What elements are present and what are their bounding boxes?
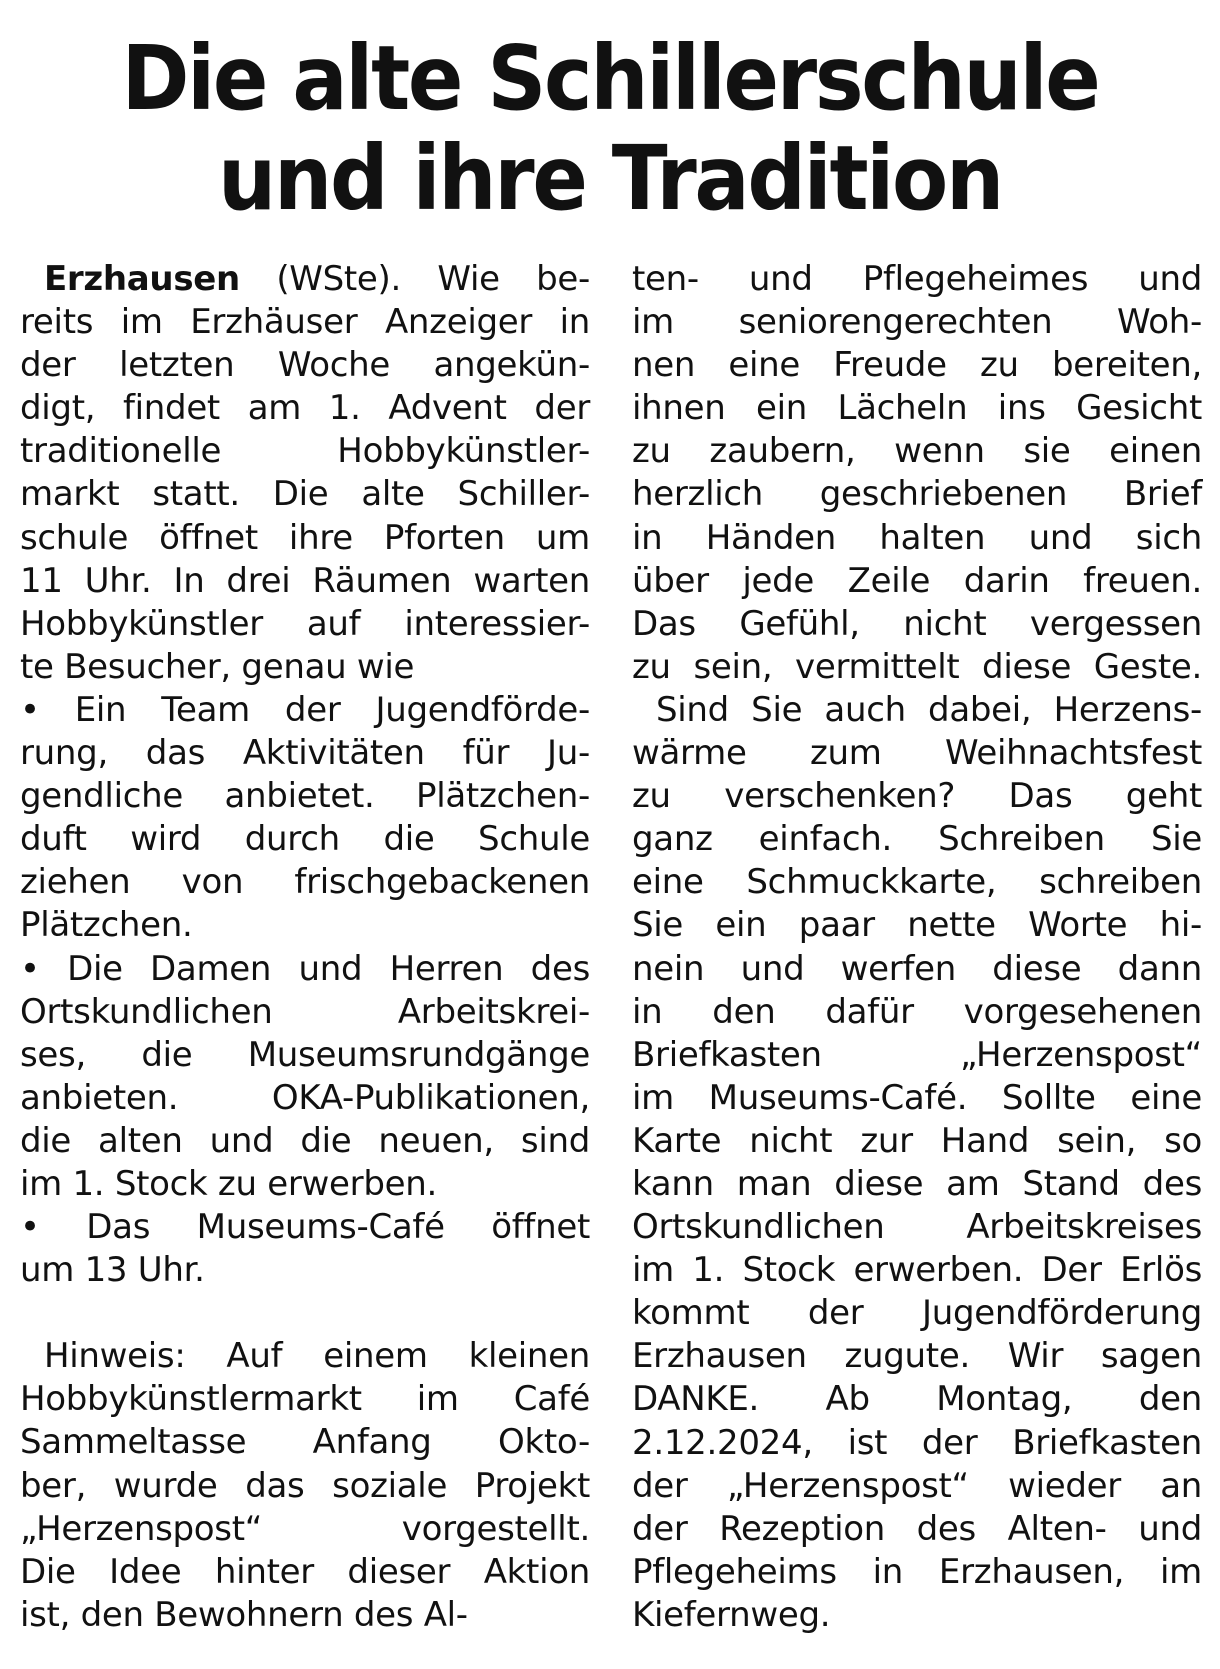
left-line-text: ses, die Museumsrundgänge bbox=[20, 1034, 590, 1075]
right-line-text: der „Herzenspost“ wieder an bbox=[632, 1465, 1202, 1506]
right-line bbox=[632, 689, 1202, 732]
left-line bbox=[20, 646, 590, 689]
article-column-left bbox=[20, 258, 590, 1637]
left-line-text: digt, findet am 1. Advent der bbox=[20, 388, 590, 429]
left-line-text: um 13 Uhr. bbox=[20, 1250, 205, 1291]
left-line-text: ziehen von frischgebackenen bbox=[20, 862, 590, 903]
left-line-text: 11 Uhr. In drei Räumen warten bbox=[20, 560, 590, 601]
left-line bbox=[20, 1465, 590, 1508]
right-line-text: zu sein, vermittelt diese Geste. bbox=[632, 646, 1202, 687]
left-line bbox=[20, 1249, 590, 1292]
left-line bbox=[20, 1594, 590, 1637]
right-line bbox=[632, 1249, 1202, 1292]
left-line-text: gendliche anbietet. Plätzchen- bbox=[20, 776, 590, 817]
right-line bbox=[632, 473, 1202, 516]
right-line bbox=[632, 732, 1202, 775]
left-line-text: Plätzchen. bbox=[20, 905, 193, 946]
left-line bbox=[20, 387, 590, 430]
left-line bbox=[20, 1335, 590, 1378]
right-line-text: ten- und Pflegeheimes und bbox=[632, 259, 1202, 299]
left-line-text: ist, den Bewohnern des Al- bbox=[20, 1594, 468, 1635]
right-line-text: Karte nicht zur Hand sein, so bbox=[632, 1120, 1202, 1161]
left-line-text: Sammeltasse Anfang Okto- bbox=[20, 1422, 590, 1463]
left-line-text: • Die Damen und Herren des bbox=[20, 948, 590, 989]
left-line bbox=[20, 732, 590, 775]
left-line-text: anbieten. OKA-Publikationen, bbox=[20, 1077, 590, 1118]
left-line-text: Hobbykünstlermarkt im Café bbox=[20, 1379, 590, 1420]
right-line-text: Pflegeheims in Erzhausen, im bbox=[632, 1551, 1202, 1592]
right-line bbox=[632, 1378, 1202, 1421]
right-line bbox=[632, 430, 1202, 473]
right-line-text: zu verschenken? Das geht bbox=[632, 776, 1202, 817]
right-line bbox=[632, 1508, 1202, 1551]
left-line bbox=[20, 1508, 590, 1551]
right-line bbox=[632, 1206, 1202, 1249]
right-line-text: in den dafür vorgesehenen bbox=[632, 991, 1202, 1032]
left-line bbox=[20, 560, 590, 603]
left-line bbox=[20, 1206, 590, 1249]
left-line bbox=[20, 1077, 590, 1120]
right-line bbox=[632, 1335, 1202, 1378]
left-line bbox=[20, 1120, 590, 1163]
right-line-text: Sind Sie auch dabei, Herzens- bbox=[656, 689, 1202, 730]
right-line bbox=[632, 301, 1202, 344]
left-line bbox=[20, 473, 590, 516]
left-line-text: ber, wurde das soziale Projekt bbox=[20, 1465, 590, 1506]
left-line-text: • Ein Team der Jugendförde- bbox=[20, 689, 590, 730]
right-line-text: nein und werfen diese dann bbox=[632, 948, 1202, 989]
left-line-text: Die Idee hinter dieser Aktion bbox=[20, 1551, 590, 1592]
left-line bbox=[20, 991, 590, 1034]
right-line-text: ganz einfach. Schreiben Sie bbox=[632, 819, 1202, 860]
left-line-text: reits im Erzhäuser Anzeiger in bbox=[20, 302, 590, 343]
right-line-text: DANKE. Ab Montag, den bbox=[632, 1379, 1202, 1420]
right-line-text: Sie ein paar nette Worte hi- bbox=[632, 905, 1202, 946]
left-line-text: traditionelle Hobbykünstler- bbox=[20, 431, 590, 472]
right-line-text: Ortskundlichen Arbeitskreises bbox=[632, 1207, 1202, 1248]
article-dateline: Erzhausen bbox=[44, 259, 240, 299]
left-line bbox=[20, 1163, 590, 1206]
right-line bbox=[632, 560, 1202, 603]
right-line-text: im 1. Stock erwerben. Der Erlös bbox=[632, 1250, 1202, 1291]
left-line bbox=[20, 904, 590, 947]
left-line bbox=[20, 1421, 590, 1464]
left-line bbox=[20, 1551, 590, 1594]
right-line-text: wärme zum Weihnachtsfest bbox=[632, 733, 1202, 774]
left-line-text: duft wird durch die Schule bbox=[20, 819, 590, 860]
left-line bbox=[20, 1292, 590, 1335]
article-column-right bbox=[632, 258, 1202, 1637]
right-line-text: kann man diese am Stand des bbox=[632, 1163, 1202, 1204]
left-line bbox=[20, 1378, 590, 1421]
right-line bbox=[632, 991, 1202, 1034]
right-line-text: in Händen halten und sich bbox=[632, 517, 1202, 558]
right-line-text: im seniorengerechten Woh- bbox=[632, 302, 1202, 343]
left-line bbox=[20, 775, 590, 818]
right-line bbox=[632, 1163, 1202, 1206]
right-line-text: herzlich geschriebenen Brief bbox=[632, 474, 1202, 515]
left-line-text: (WSte). Wie be- bbox=[239, 259, 590, 299]
left-line-text: der letzten Woche angekün- bbox=[20, 345, 590, 386]
left-line bbox=[20, 301, 590, 344]
left-line-text: Hinweis: Auf einem kleinen bbox=[44, 1336, 590, 1377]
left-line bbox=[20, 603, 590, 646]
right-line-text: 2.12.2024, ist der Briefkasten bbox=[632, 1422, 1202, 1463]
right-line bbox=[632, 775, 1202, 818]
right-line bbox=[632, 904, 1202, 947]
right-line bbox=[632, 1594, 1202, 1637]
headline-line-1: Die alte Schillerschule bbox=[121, 26, 1099, 130]
left-line-text: • Das Museums-Café öffnet bbox=[20, 1207, 590, 1248]
left-line-text: im 1. Stock zu erwerben. bbox=[20, 1163, 437, 1204]
left-line bbox=[20, 1034, 590, 1077]
right-line-text: nen eine Freude zu bereiten, bbox=[632, 345, 1202, 386]
right-line bbox=[632, 948, 1202, 991]
left-line bbox=[20, 430, 590, 473]
left-line bbox=[20, 818, 590, 861]
right-line-text: der Rezeption des Alten- und bbox=[632, 1508, 1202, 1549]
left-line bbox=[20, 258, 590, 301]
right-line-text: Kiefernweg. bbox=[632, 1594, 831, 1635]
right-line-text: eine Schmuckkarte, schreiben bbox=[632, 862, 1202, 903]
left-line-text: markt statt. Die alte Schiller- bbox=[20, 474, 590, 515]
right-line bbox=[632, 603, 1202, 646]
article-headline bbox=[49, 28, 1171, 228]
left-line-text: te Besucher, genau wie bbox=[20, 646, 415, 687]
right-line-text: ihnen ein Lächeln ins Gesicht bbox=[632, 388, 1202, 429]
left-line bbox=[20, 948, 590, 991]
headline-line-2: und ihre Tradition bbox=[217, 126, 1002, 230]
right-line-text: Erzhausen zugute. Wir sagen bbox=[632, 1336, 1202, 1377]
right-line-text: kommt der Jugendförderung bbox=[632, 1293, 1202, 1334]
right-line-text: zu zaubern, wenn sie einen bbox=[632, 431, 1202, 472]
right-line bbox=[632, 1465, 1202, 1508]
left-line-text: schule öffnet ihre Pforten um bbox=[20, 517, 590, 558]
left-line bbox=[20, 344, 590, 387]
left-line-text: Ortskundlichen Arbeitskrei- bbox=[20, 991, 590, 1032]
right-line bbox=[632, 258, 1202, 301]
right-line-text: Briefkasten „Herzenspost“ bbox=[632, 1034, 1202, 1075]
right-line bbox=[632, 1120, 1202, 1163]
left-line bbox=[20, 861, 590, 904]
right-line bbox=[632, 818, 1202, 861]
right-line bbox=[632, 517, 1202, 560]
left-line bbox=[20, 517, 590, 560]
right-line bbox=[632, 1422, 1202, 1465]
right-line-text: über jede Zeile darin freuen. bbox=[632, 560, 1202, 601]
right-line bbox=[632, 861, 1202, 904]
left-line bbox=[20, 689, 590, 732]
right-line bbox=[632, 344, 1202, 387]
left-line-text: rung, das Aktivitäten für Ju- bbox=[20, 733, 590, 774]
left-line-text: Hobbykünstler auf interessier- bbox=[20, 603, 590, 644]
right-line bbox=[632, 646, 1202, 689]
right-line bbox=[632, 1034, 1202, 1077]
right-line bbox=[632, 387, 1202, 430]
left-line-text: die alten und die neuen, sind bbox=[20, 1120, 590, 1161]
right-line bbox=[632, 1551, 1202, 1594]
right-line bbox=[632, 1077, 1202, 1120]
right-line bbox=[632, 1292, 1202, 1335]
left-line-text: „Herzenspost“ vorgestellt. bbox=[20, 1508, 590, 1549]
right-line-text: Das Gefühl, nicht vergessen bbox=[632, 603, 1202, 644]
right-line-text: im Museums-Café. Sollte eine bbox=[632, 1077, 1202, 1118]
